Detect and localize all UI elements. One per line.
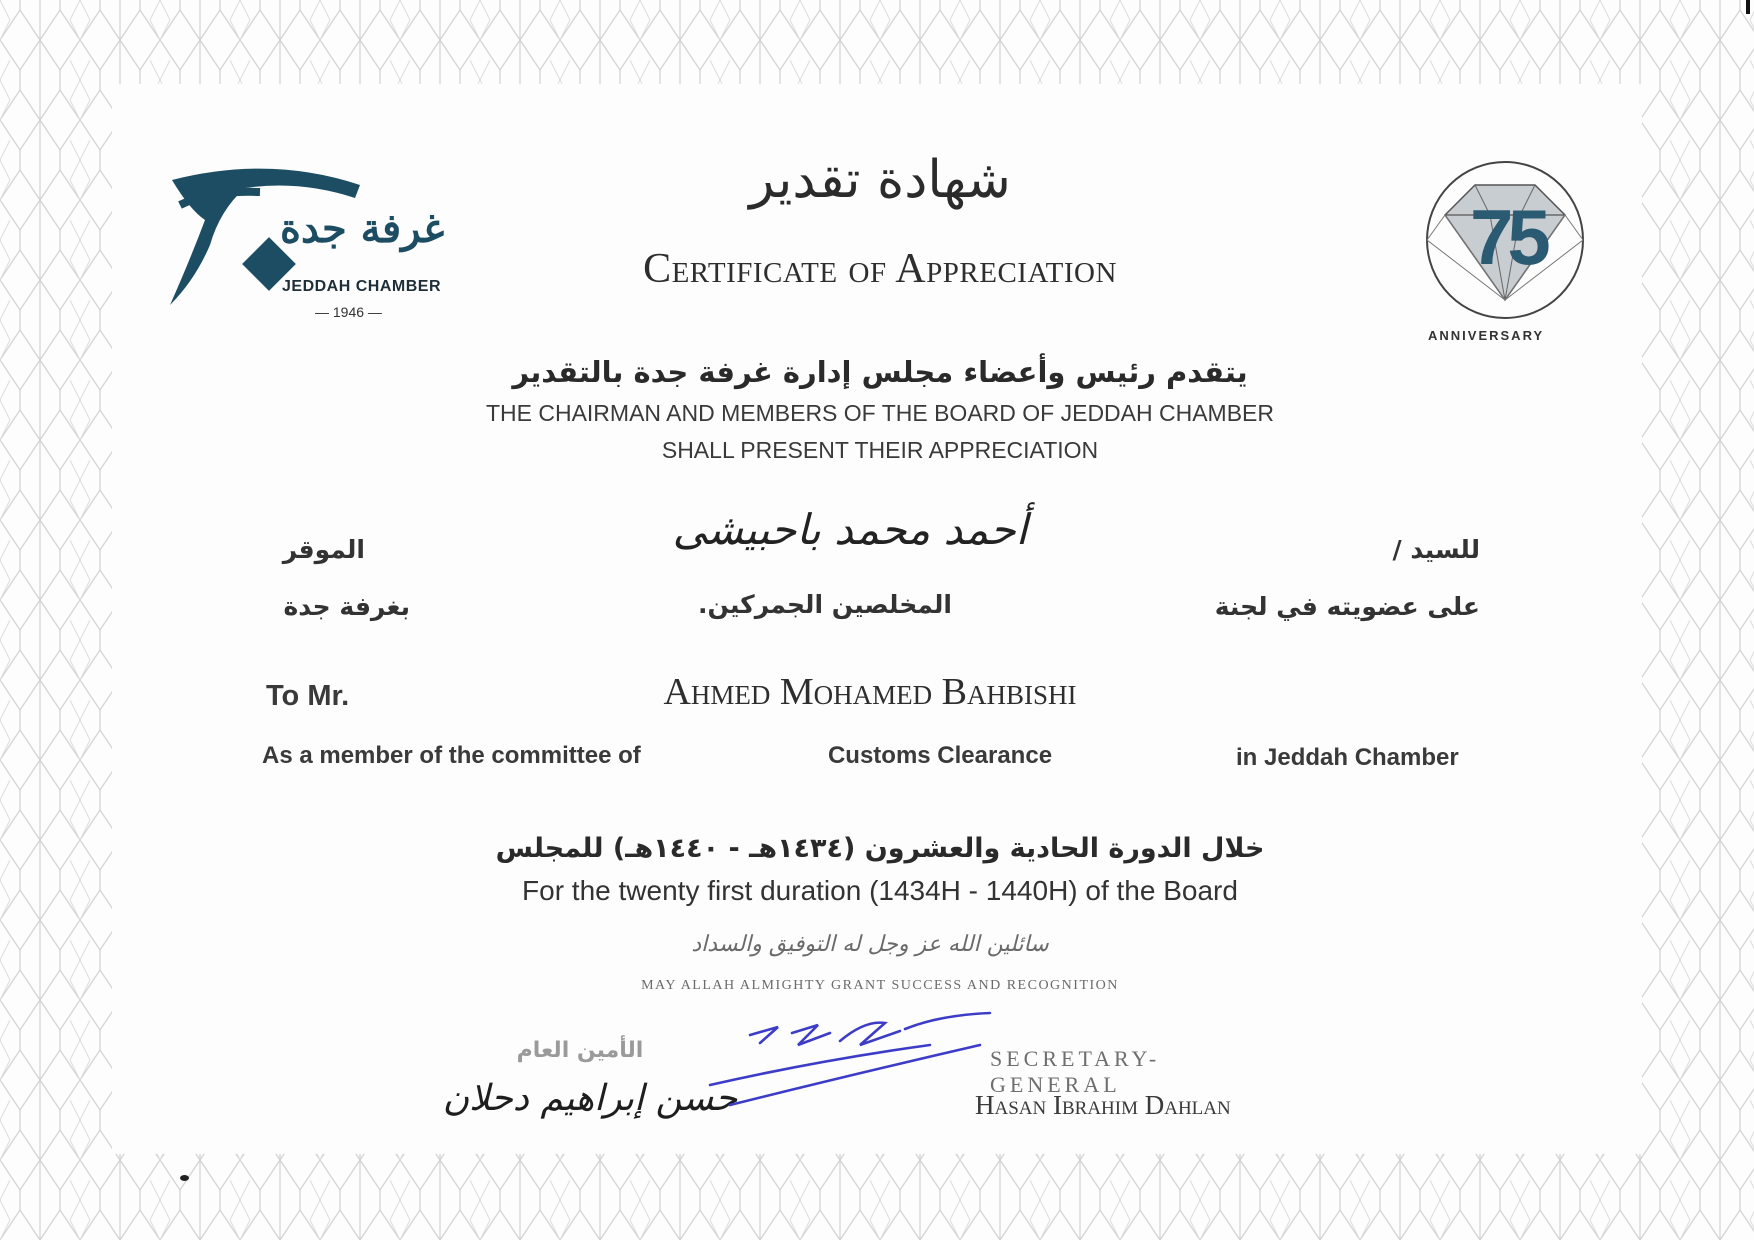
membership-arabic: على عضويته في لجنة xyxy=(1214,592,1480,621)
secretary-general-name-arabic: حسن إبراهيم دحلان xyxy=(442,1078,738,1119)
certificate-title-english: Certificate of Appreciation xyxy=(643,246,1117,292)
committee-arabic: المخلصين الجمركين. xyxy=(697,590,952,619)
scan-speck xyxy=(180,1175,189,1181)
certificate-title-arabic: شهادة تقدير xyxy=(749,150,1011,210)
logo-founding-year: — 1946 — xyxy=(315,304,382,320)
secretary-general-title-arabic: الأمين العام xyxy=(516,1038,644,1063)
logo-english-name: JEDDAH CHAMBER xyxy=(282,278,442,295)
committee-english: Customs Clearance xyxy=(827,742,1053,769)
prayer-arabic: سائلين الله عز وجل له التوفيق والسداد xyxy=(691,932,1049,957)
logo-arabic-name: غرفة جدة xyxy=(280,205,445,252)
board-statement-english-line1: THE CHAIRMAN AND MEMBERS OF THE BOARD OF JEDDAH CHAMBER xyxy=(485,400,1275,426)
duration-arabic: خلال الدورة الحادية والعشرون (١٤٣٤هـ - ١٤٤٠هـ) للمجلس xyxy=(495,833,1265,864)
handwritten-signature xyxy=(700,1005,1050,1115)
membership-english: As a member of the committee of xyxy=(262,742,641,769)
scan-edge-mark xyxy=(1746,0,1750,14)
recipient-name-english: Ahmed Mohamed Bahbishi xyxy=(663,671,1077,713)
to-mr-english: To Mr. xyxy=(266,680,350,712)
recipient-name-arabic: أحمد محمد باحبيشى xyxy=(672,505,1028,554)
chamber-english: in Jeddah Chamber xyxy=(1236,744,1459,771)
honorific-arabic: الموقر xyxy=(282,535,365,564)
duration-english: For the twenty first duration (1434H - 1440H) of the Board xyxy=(522,875,1238,906)
to-mr-arabic: للسيد / xyxy=(1392,535,1480,564)
board-statement-english-line2: SHALL PRESENT THEIR APPRECIATION xyxy=(661,437,1099,463)
anniversary-label: ANNIVERSARY xyxy=(1428,328,1545,343)
prayer-english: MAY ALLAH ALMIGHTY GRANT SUCCESS AND RECOGNITION xyxy=(641,978,1119,993)
secretary-general-name-english: Hasan Ibrahim Dahlan xyxy=(975,1090,1231,1120)
secretary-general-title-english: SECRETARY-GENERAL xyxy=(990,1046,1161,1097)
board-statement-arabic: يتقدم رئيس وأعضاء مجلس إدارة غرفة جدة بالتقدير xyxy=(512,355,1248,389)
anniversary-number: 75 xyxy=(1470,193,1545,281)
chamber-arabic: بغرفة جدة xyxy=(283,592,410,621)
